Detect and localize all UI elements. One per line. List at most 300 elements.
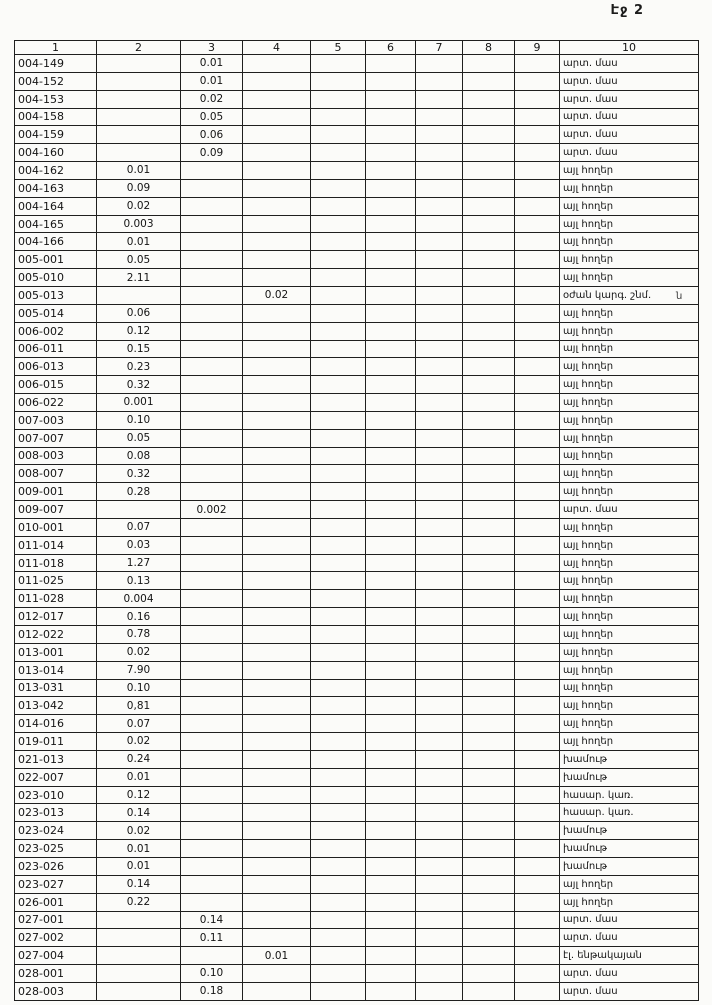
page-number-label: Էջ 2 bbox=[610, 3, 644, 18]
table-cell: 0.07 bbox=[97, 715, 181, 733]
table-cell-code: 004-166 bbox=[15, 233, 97, 251]
table-cell bbox=[416, 679, 463, 697]
table-cell bbox=[243, 429, 311, 447]
table-cell-category: այլ հողեր bbox=[560, 340, 699, 358]
table-cell bbox=[366, 572, 416, 590]
table-cell-category: այլ հողեր bbox=[560, 162, 699, 180]
table-cell bbox=[463, 572, 515, 590]
table-cell bbox=[366, 786, 416, 804]
table-cell-code: 023-010 bbox=[15, 786, 97, 804]
table-cell bbox=[311, 554, 366, 572]
table-row bbox=[15, 447, 699, 465]
table-row bbox=[15, 90, 699, 108]
table-cell-category: արտ. մաս bbox=[560, 90, 699, 108]
table-cell bbox=[463, 90, 515, 108]
table-row bbox=[15, 929, 699, 947]
table-cell bbox=[181, 197, 243, 215]
table-cell bbox=[416, 429, 463, 447]
table-cell: 0.09 bbox=[181, 144, 243, 162]
column-header: 9 bbox=[515, 41, 560, 55]
table-cell-category: այլ հողեր bbox=[560, 197, 699, 215]
table-cell bbox=[515, 804, 560, 822]
table-cell bbox=[366, 661, 416, 679]
table-cell bbox=[243, 982, 311, 1000]
table-cell bbox=[515, 608, 560, 626]
table-cell bbox=[181, 554, 243, 572]
table-cell bbox=[463, 626, 515, 644]
table-cell bbox=[181, 322, 243, 340]
table-cell-code: 013-014 bbox=[15, 661, 97, 679]
table-cell: 0.01 bbox=[97, 840, 181, 858]
table-cell bbox=[366, 982, 416, 1000]
table-cell bbox=[416, 340, 463, 358]
table-cell bbox=[97, 286, 181, 304]
table-cell-code: 004-162 bbox=[15, 162, 97, 180]
table-cell bbox=[181, 643, 243, 661]
table-row bbox=[15, 572, 699, 590]
table-cell: 0.14 bbox=[181, 911, 243, 929]
table-cell bbox=[463, 304, 515, 322]
table-cell bbox=[243, 715, 311, 733]
table-cell bbox=[97, 982, 181, 1000]
table-cell bbox=[243, 518, 311, 536]
table-cell bbox=[515, 429, 560, 447]
table-cell bbox=[181, 786, 243, 804]
table-cell-code: 009-007 bbox=[15, 501, 97, 519]
table-cell bbox=[181, 590, 243, 608]
table-cell-category: այլ հողեր bbox=[560, 179, 699, 197]
table-cell bbox=[243, 679, 311, 697]
table-cell bbox=[515, 376, 560, 394]
table-cell bbox=[311, 947, 366, 965]
table-cell bbox=[311, 358, 366, 376]
table-cell bbox=[366, 447, 416, 465]
table-row bbox=[15, 269, 699, 287]
table-cell-category: այլ հողեր bbox=[560, 697, 699, 715]
table-cell-code: 004-160 bbox=[15, 144, 97, 162]
table-cell-code: 022-007 bbox=[15, 768, 97, 786]
table-cell-category: արտ. մաս bbox=[560, 929, 699, 947]
table-cell: 1.27 bbox=[97, 554, 181, 572]
table-cell bbox=[366, 322, 416, 340]
table-cell-category: այլ հողեր bbox=[560, 251, 699, 269]
table-cell bbox=[181, 768, 243, 786]
table-cell-category: արտ. մաս bbox=[560, 55, 699, 73]
table-cell bbox=[181, 661, 243, 679]
table-cell bbox=[181, 875, 243, 893]
table-cell bbox=[463, 179, 515, 197]
table-cell bbox=[311, 340, 366, 358]
table-cell bbox=[97, 929, 181, 947]
table-row bbox=[15, 72, 699, 90]
table-cell bbox=[311, 626, 366, 644]
table-row bbox=[15, 126, 699, 144]
table-cell bbox=[515, 697, 560, 715]
table-cell bbox=[463, 536, 515, 554]
table-cell bbox=[181, 286, 243, 304]
table-row bbox=[15, 857, 699, 875]
table-cell bbox=[311, 251, 366, 269]
table-row bbox=[15, 501, 699, 519]
table-cell-category: այլ հողեր bbox=[560, 358, 699, 376]
table-cell bbox=[515, 554, 560, 572]
table-cell-category: այլ հողեր bbox=[560, 572, 699, 590]
table-cell-category: այլ հողեր bbox=[560, 661, 699, 679]
table-cell bbox=[515, 304, 560, 322]
table-cell-category: արտ. մաս bbox=[560, 911, 699, 929]
table-cell bbox=[515, 679, 560, 697]
table-cell bbox=[181, 518, 243, 536]
table-cell bbox=[243, 90, 311, 108]
table-cell bbox=[515, 965, 560, 983]
table-cell bbox=[97, 144, 181, 162]
table-cell bbox=[311, 750, 366, 768]
table-cell: 0.06 bbox=[181, 126, 243, 144]
table-cell bbox=[416, 840, 463, 858]
table-cell bbox=[416, 965, 463, 983]
table-cell bbox=[243, 768, 311, 786]
table-cell bbox=[416, 197, 463, 215]
table-cell: 0.28 bbox=[97, 483, 181, 501]
table-cell: 0.02 bbox=[243, 286, 311, 304]
table-cell bbox=[243, 126, 311, 144]
scan-stray-mark: ն bbox=[676, 291, 683, 302]
table-cell bbox=[366, 340, 416, 358]
table-cell bbox=[311, 483, 366, 501]
table-cell bbox=[515, 857, 560, 875]
land-parcel-table bbox=[14, 40, 699, 1001]
table-cell bbox=[366, 768, 416, 786]
table-cell bbox=[311, 911, 366, 929]
table-cell: 0.22 bbox=[97, 893, 181, 911]
table-cell bbox=[243, 911, 311, 929]
table-cell bbox=[416, 55, 463, 73]
table-cell bbox=[311, 661, 366, 679]
table-cell bbox=[243, 251, 311, 269]
column-header: 6 bbox=[366, 41, 416, 55]
table-cell bbox=[243, 269, 311, 287]
table-cell-code: 005-014 bbox=[15, 304, 97, 322]
table-cell bbox=[366, 394, 416, 412]
table-cell bbox=[311, 197, 366, 215]
table-cell bbox=[463, 269, 515, 287]
table-row bbox=[15, 554, 699, 572]
table-cell bbox=[515, 144, 560, 162]
table-cell bbox=[463, 786, 515, 804]
table-cell-category: այլ հողեր bbox=[560, 322, 699, 340]
table-cell bbox=[243, 643, 311, 661]
table-cell bbox=[243, 411, 311, 429]
table-row bbox=[15, 822, 699, 840]
table-cell bbox=[181, 465, 243, 483]
table-cell bbox=[463, 804, 515, 822]
table-cell-category: այլ հողեր bbox=[560, 376, 699, 394]
table-cell bbox=[366, 697, 416, 715]
table-cell bbox=[366, 643, 416, 661]
table-cell-category: այլ հողեր bbox=[560, 679, 699, 697]
table-cell bbox=[515, 893, 560, 911]
column-header: 1 bbox=[15, 41, 97, 55]
table-cell bbox=[311, 269, 366, 287]
table-cell bbox=[515, 750, 560, 768]
table-cell bbox=[463, 483, 515, 501]
table-cell bbox=[366, 590, 416, 608]
table-cell bbox=[416, 108, 463, 126]
table-cell bbox=[181, 536, 243, 554]
table-cell bbox=[311, 501, 366, 519]
table-cell-code: 004-158 bbox=[15, 108, 97, 126]
table-cell bbox=[463, 608, 515, 626]
table-cell bbox=[463, 376, 515, 394]
table-cell bbox=[311, 590, 366, 608]
table-row bbox=[15, 982, 699, 1000]
table-cell bbox=[181, 340, 243, 358]
table-cell bbox=[463, 929, 515, 947]
table-cell: 2.11 bbox=[97, 269, 181, 287]
table-cell bbox=[416, 447, 463, 465]
table-cell bbox=[463, 340, 515, 358]
table-cell: 0.05 bbox=[181, 108, 243, 126]
table-cell bbox=[416, 554, 463, 572]
table-cell bbox=[243, 536, 311, 554]
table-cell bbox=[463, 447, 515, 465]
table-cell bbox=[416, 608, 463, 626]
table-cell bbox=[515, 358, 560, 376]
table-cell-category: օժան կարգ. շնմ. bbox=[560, 286, 699, 304]
table-cell-category: խամութ bbox=[560, 840, 699, 858]
table-cell-category: այլ հողեր bbox=[560, 536, 699, 554]
table-cell bbox=[515, 162, 560, 180]
table-row bbox=[15, 179, 699, 197]
table-cell bbox=[416, 947, 463, 965]
table-cell-code: 023-027 bbox=[15, 875, 97, 893]
table-cell bbox=[243, 786, 311, 804]
table-cell bbox=[463, 126, 515, 144]
table-cell: 0.02 bbox=[97, 643, 181, 661]
table-cell: 0.02 bbox=[97, 822, 181, 840]
table-cell: 0.08 bbox=[97, 447, 181, 465]
table-cell: 0.02 bbox=[97, 197, 181, 215]
table-cell-code: 013-042 bbox=[15, 697, 97, 715]
table-row bbox=[15, 55, 699, 73]
table-cell bbox=[366, 536, 416, 554]
table-cell bbox=[311, 822, 366, 840]
table-cell bbox=[311, 429, 366, 447]
column-header: 8 bbox=[463, 41, 515, 55]
table-cell: 0.24 bbox=[97, 750, 181, 768]
table-row bbox=[15, 162, 699, 180]
table-row bbox=[15, 786, 699, 804]
table-cell-category: այլ հողեր bbox=[560, 269, 699, 287]
table-row bbox=[15, 233, 699, 251]
table-cell bbox=[416, 786, 463, 804]
table-cell bbox=[311, 536, 366, 554]
table-cell bbox=[463, 590, 515, 608]
table-cell-category: հասար. կառ. bbox=[560, 786, 699, 804]
table-row bbox=[15, 322, 699, 340]
table-cell bbox=[515, 501, 560, 519]
table-cell bbox=[416, 411, 463, 429]
table-cell bbox=[311, 108, 366, 126]
table-cell bbox=[366, 144, 416, 162]
table-row bbox=[15, 518, 699, 536]
table-cell bbox=[181, 215, 243, 233]
table-row bbox=[15, 661, 699, 679]
table-cell bbox=[311, 233, 366, 251]
table-cell bbox=[181, 304, 243, 322]
table-cell bbox=[243, 340, 311, 358]
table-cell bbox=[181, 394, 243, 412]
table-cell bbox=[416, 394, 463, 412]
table-cell-category: այլ հողեր bbox=[560, 233, 699, 251]
table-cell bbox=[416, 126, 463, 144]
table-cell bbox=[181, 233, 243, 251]
column-header: 5 bbox=[311, 41, 366, 55]
table-cell: 0.05 bbox=[97, 251, 181, 269]
table-cell: 0.05 bbox=[97, 429, 181, 447]
table-cell bbox=[311, 304, 366, 322]
table-cell bbox=[311, 965, 366, 983]
table-cell bbox=[311, 786, 366, 804]
table-cell bbox=[463, 750, 515, 768]
table-row bbox=[15, 465, 699, 483]
table-cell bbox=[366, 108, 416, 126]
table-cell bbox=[366, 750, 416, 768]
table-cell-code: 023-024 bbox=[15, 822, 97, 840]
table-cell bbox=[181, 697, 243, 715]
table-cell bbox=[311, 875, 366, 893]
table-cell-category: խամութ bbox=[560, 768, 699, 786]
table-cell bbox=[416, 483, 463, 501]
table-cell-code: 021-013 bbox=[15, 750, 97, 768]
table-cell bbox=[311, 179, 366, 197]
table-cell bbox=[311, 857, 366, 875]
table-cell bbox=[416, 376, 463, 394]
table-cell-category: արտ. մաս bbox=[560, 501, 699, 519]
table-cell-category: արտ. մաս bbox=[560, 144, 699, 162]
table-cell-category: այլ հողեր bbox=[560, 608, 699, 626]
table-cell bbox=[243, 626, 311, 644]
table-cell bbox=[416, 733, 463, 751]
table-row bbox=[15, 911, 699, 929]
table-cell bbox=[366, 518, 416, 536]
table-cell-code: 004-149 bbox=[15, 55, 97, 73]
table-cell bbox=[243, 733, 311, 751]
table-cell bbox=[463, 411, 515, 429]
table-cell bbox=[181, 750, 243, 768]
table-cell-code: 023-013 bbox=[15, 804, 97, 822]
table-cell bbox=[243, 322, 311, 340]
table-cell bbox=[311, 144, 366, 162]
table-cell bbox=[416, 251, 463, 269]
table-cell bbox=[243, 447, 311, 465]
table-cell bbox=[311, 286, 366, 304]
table-cell bbox=[243, 875, 311, 893]
table-cell-category: այլ հողեր bbox=[560, 483, 699, 501]
table-cell bbox=[515, 822, 560, 840]
table-cell bbox=[515, 733, 560, 751]
table-row bbox=[15, 144, 699, 162]
table-cell bbox=[515, 340, 560, 358]
table-cell bbox=[181, 376, 243, 394]
table-cell bbox=[366, 715, 416, 733]
table-cell bbox=[366, 840, 416, 858]
table-cell-code: 011-025 bbox=[15, 572, 97, 590]
table-cell: 0.32 bbox=[97, 376, 181, 394]
table-row bbox=[15, 108, 699, 126]
table-row bbox=[15, 893, 699, 911]
table-cell bbox=[416, 643, 463, 661]
table-cell: 0.01 bbox=[97, 233, 181, 251]
table-cell bbox=[181, 162, 243, 180]
table-cell bbox=[243, 840, 311, 858]
table-row bbox=[15, 590, 699, 608]
table-cell-code: 004-163 bbox=[15, 179, 97, 197]
table-cell bbox=[463, 322, 515, 340]
table-cell bbox=[416, 572, 463, 590]
column-header: 7 bbox=[416, 41, 463, 55]
table-cell bbox=[181, 447, 243, 465]
table-cell-category: արտ. մաս bbox=[560, 108, 699, 126]
table-cell bbox=[416, 465, 463, 483]
table-cell: 0.12 bbox=[97, 322, 181, 340]
table-row bbox=[15, 697, 699, 715]
table-cell bbox=[311, 394, 366, 412]
table-cell bbox=[366, 501, 416, 519]
table-cell bbox=[416, 768, 463, 786]
table-cell bbox=[463, 215, 515, 233]
table-row bbox=[15, 965, 699, 983]
table-cell: 0.01 bbox=[243, 947, 311, 965]
table-cell-code: 004-164 bbox=[15, 197, 97, 215]
table-cell bbox=[416, 929, 463, 947]
table-cell-code: 005-013 bbox=[15, 286, 97, 304]
table-cell: 0.18 bbox=[181, 982, 243, 1000]
table-cell: 0.001 bbox=[97, 394, 181, 412]
table-cell bbox=[463, 518, 515, 536]
table-cell bbox=[416, 233, 463, 251]
table-cell-code: 006-011 bbox=[15, 340, 97, 358]
table-cell bbox=[515, 108, 560, 126]
table-row bbox=[15, 947, 699, 965]
table-cell bbox=[243, 572, 311, 590]
table-cell bbox=[416, 162, 463, 180]
table-cell-code: 010-001 bbox=[15, 518, 97, 536]
table-cell bbox=[181, 429, 243, 447]
table-cell bbox=[311, 322, 366, 340]
table-cell: 0.01 bbox=[181, 55, 243, 73]
table-cell bbox=[515, 536, 560, 554]
table-row bbox=[15, 376, 699, 394]
table-cell bbox=[181, 733, 243, 751]
table-cell bbox=[515, 179, 560, 197]
table-cell bbox=[366, 822, 416, 840]
table-cell bbox=[416, 857, 463, 875]
table-cell: 0.23 bbox=[97, 358, 181, 376]
table-cell-category: արտ. մաս bbox=[560, 72, 699, 90]
table-cell: 0.11 bbox=[181, 929, 243, 947]
table-cell bbox=[515, 233, 560, 251]
table-cell bbox=[366, 965, 416, 983]
table-cell-category: հասար. կառ. bbox=[560, 804, 699, 822]
table-cell bbox=[366, 233, 416, 251]
table-cell bbox=[181, 411, 243, 429]
table-cell bbox=[311, 733, 366, 751]
table-cell bbox=[243, 162, 311, 180]
table-cell bbox=[463, 144, 515, 162]
table-cell bbox=[243, 608, 311, 626]
table-row bbox=[15, 483, 699, 501]
